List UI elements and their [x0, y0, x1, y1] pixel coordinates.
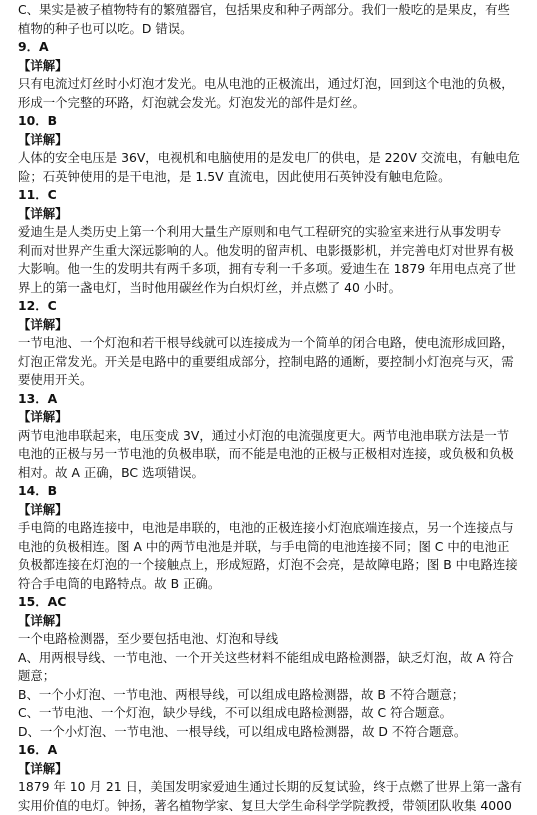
- explanation-line: 险；石英钟使用的是干电池，是 1.5V 直流电，因此使用石英钟没有触电危险。: [18, 168, 451, 184]
- explanation-line: 利而对世界产生重大深远影响的人。他发明的留声机、电影摄影机，并完善电灯对世界有极: [18, 242, 514, 258]
- explanation-line: 符合手电筒的电路特点。故 B 正确。: [18, 575, 221, 591]
- explanation-line: 题意；: [18, 668, 56, 683]
- answer-number: 16．A: [18, 742, 58, 757]
- explanation-line: 负极都连接在灯泡的一个接触点上，形成短路，灯泡不会亮，是故障电路；图 B 中电路连接: [18, 557, 518, 572]
- explanation-line: 大影响。他一生的发明共有两千多项，拥有专利一千多项。爱迪生在 1879 年用电点亮了世: [18, 261, 516, 276]
- answer-number: 12．C: [18, 298, 57, 313]
- explanation-line: 爱迪生是人类历史上第一个利用大量生产原则和电气工程研究的实验室来进行从事发明专: [18, 224, 502, 239]
- answer-number: 14．B: [18, 483, 58, 498]
- answer-number: 13．A: [18, 390, 58, 406]
- explanation-heading: 【详解】: [18, 316, 68, 332]
- explanation-line: 相对。故 A 正确，BC 选项错误。: [18, 464, 204, 480]
- explanation-line: 一节电池、一个灯泡和若干根导线就可以连接成为一个简单的闭合电路，使电流形成回路，: [18, 335, 514, 350]
- explanation-line: 一个电路检测器，至少要包括电池、灯泡和导线: [18, 631, 279, 646]
- explanation-line: B、一个小灯泡、一节电池、两根导线，可以组成电路检测器，故 B 不符合题意；: [18, 686, 465, 702]
- explanation-line: 1879 年 10 月 21 日，美国发明家爱迪生通过长期的反复试验，终于点燃了世界上第一盏有: [18, 779, 523, 794]
- explanation-line: 植物的种子也可以吃。D 错误。: [18, 20, 193, 36]
- explanation-line: 电池的负极相连。图 A 中的两节电池是并联，与手电筒的电池连接不同；图 C 中的电池正: [18, 538, 510, 554]
- answer-number: 11．C: [18, 187, 57, 202]
- explanation-line: 只有电流过灯丝时小灯泡才发光。电从电池的正极流出，通过灯泡，回到这个电池的负极，: [18, 76, 514, 91]
- answer-number: 10．B: [18, 113, 58, 128]
- explanation-line: 人体的安全电压是 36V，电视机和电脑使用的是发电厂的供电，是 220V 交流电，有触电危: [18, 150, 520, 165]
- explanation-line: 形成一个完整的环路，灯泡就会发光。灯泡发光的部件是灯丝。: [18, 94, 365, 110]
- answer-number: 9．A: [18, 39, 49, 54]
- answer-number: 15．AC: [18, 594, 67, 609]
- explanation-heading: 【详解】: [18, 409, 68, 424]
- explanation-heading: 【详解】: [18, 131, 68, 147]
- explanation-heading: 【详解】: [18, 57, 68, 73]
- explanation-line: 要使用开关。: [18, 372, 93, 387]
- explanation-heading: 【详解】: [18, 501, 68, 517]
- explanation-line: 手电筒的电路连接中，电池是串联的，电池的正极连接小灯泡底端连接点，另一个连接点与: [18, 520, 514, 535]
- explanation-line: 两节电池串联起来，电压变成 3V，通过小灯泡的电流强度更大。两节电池串联方法是一节: [18, 427, 510, 443]
- explanation-line: C、果实是被子植物特有的繁殖器官，包括果皮和种子两部分。我们一般吃的是果皮，有些: [18, 2, 510, 17]
- explanation-line: D、一个小灯泡、一节电池、一根导线，可以组成电路检测器，故 D 不符合题意。: [18, 723, 467, 739]
- explanation-line: 界上的第一盏电灯，当时他用碳丝作为白炽灯丝，并点燃了 40 小时。: [18, 279, 401, 295]
- explanation-line: 电池的正极与另一节电池的负极串联，而不能是电池的正极与正极相对连接，或负极和负极: [18, 446, 514, 461]
- explanation-line: A、用两根导线、一节电池、一个开关这些材料不能组成电路检测器，缺乏灯泡，故 A 符合: [18, 649, 514, 665]
- explanation-line: C、一节电池、一个灯泡，缺少导线，不可以组成电路检测器，故 C 符合题意。: [18, 705, 453, 720]
- explanation-heading: 【详解】: [18, 205, 68, 221]
- explanation-heading: 【详解】: [18, 760, 68, 776]
- explanation-line: 灯泡正常发光。开关是电路中的重要组成部分，控制电路的通断，要控制小灯泡亮与灭，需: [18, 353, 514, 369]
- explanation-line: 实用价值的电灯。钟扬，著名植物学家、复旦大学生命科学学院教授，带领团队收集 4000: [18, 797, 512, 813]
- explanation-heading: 【详解】: [18, 612, 68, 628]
